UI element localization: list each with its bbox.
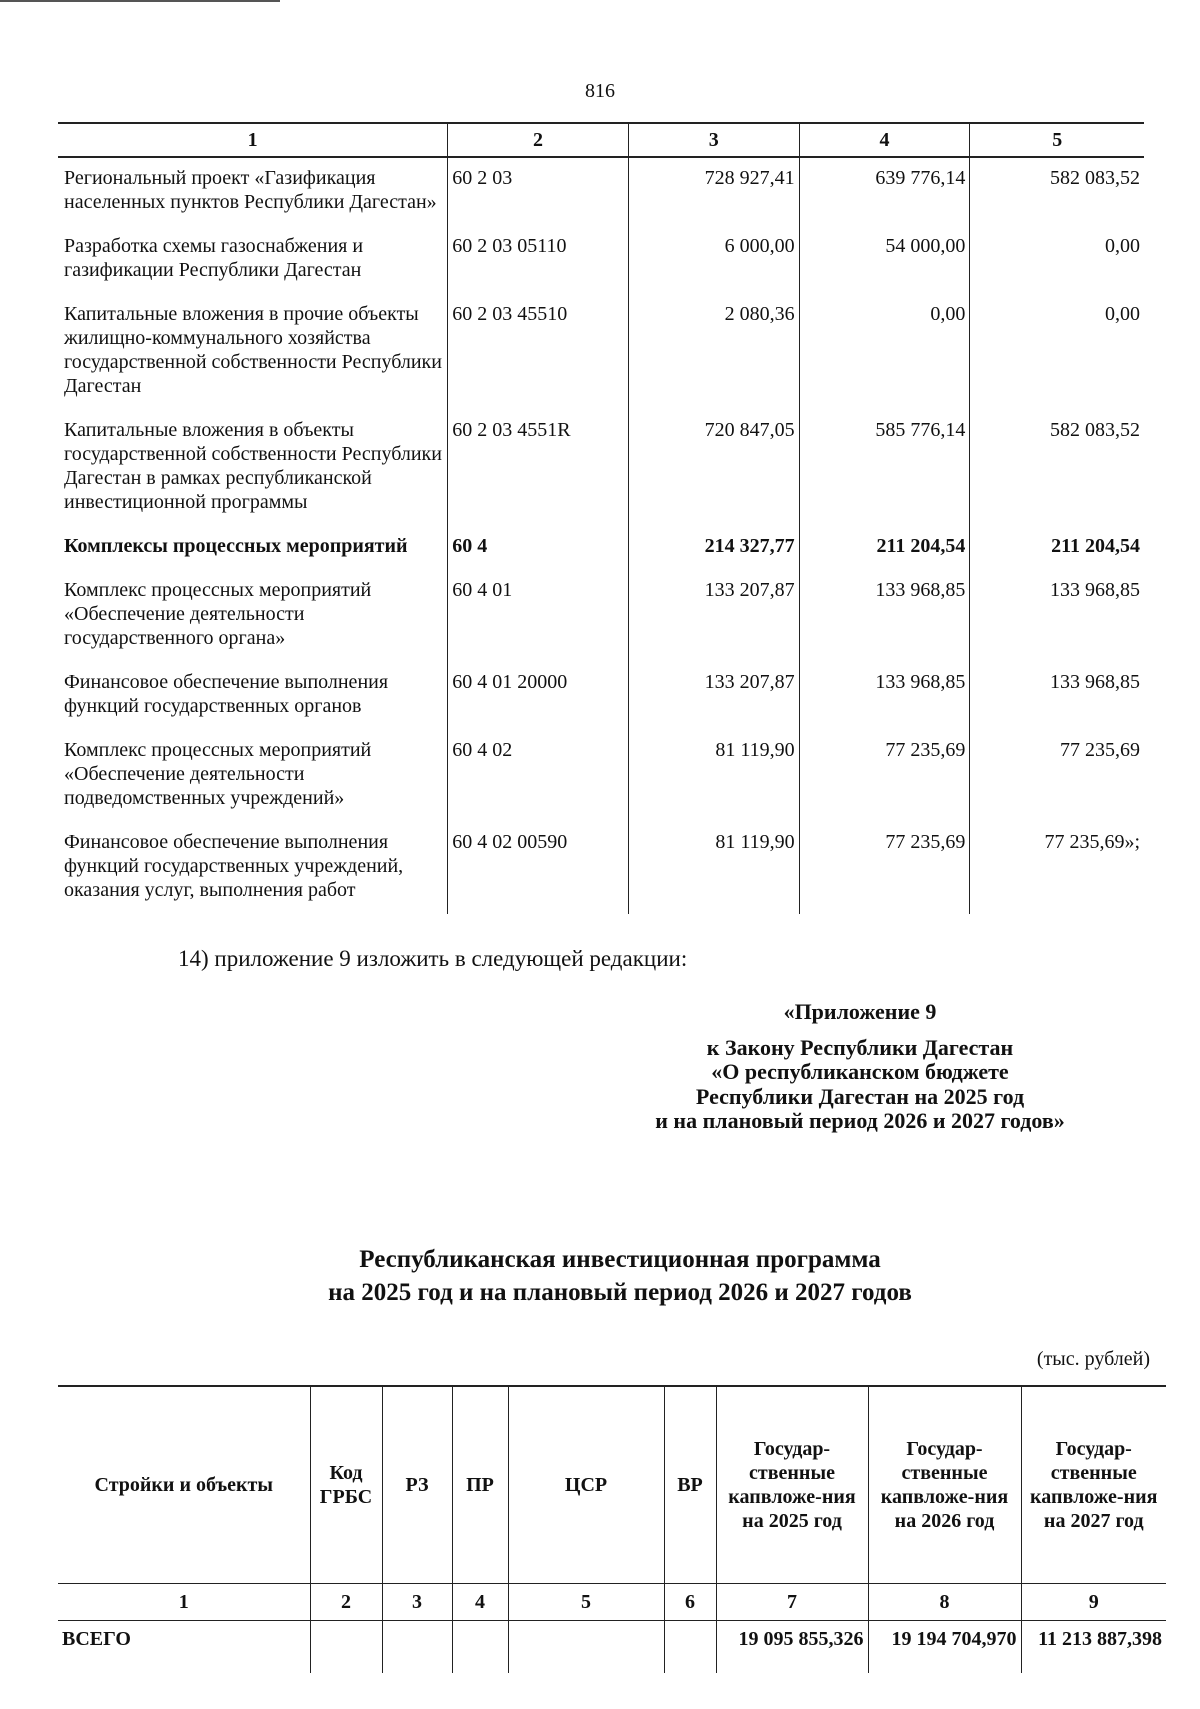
row-name: Разработка схемы газоснабжения и газификации Республики Дагестан: [64, 235, 364, 281]
appendix-line: к Закону Республики Дагестан: [706, 1035, 1014, 1061]
table1-col-4: 4: [799, 123, 970, 157]
col-header-2025: Государ-ственные капвложе-ния на 2025 год: [716, 1386, 868, 1584]
total-label: ВСЕГО: [62, 1628, 131, 1650]
table-row: [58, 570, 1144, 662]
row-value-2026: 77 235,69: [799, 730, 970, 822]
row-code: 60 4 01: [448, 570, 629, 662]
total-grbs: [310, 1621, 382, 1674]
table-row: [58, 662, 1144, 730]
row-code: 60 2 03: [448, 157, 629, 226]
row-value-2027: 582 083,52: [970, 410, 1144, 526]
appendix-line: «О республиканском бюджете: [711, 1059, 1009, 1085]
row-value-2025: 133 207,87: [628, 570, 799, 662]
table2-number-row: [58, 1584, 1166, 1621]
row-code: 60 4 02 00590: [448, 822, 629, 914]
table-row: [58, 822, 1144, 914]
row-value-2025: 720 847,05: [628, 410, 799, 526]
row-value-2025: 214 327,77: [628, 526, 799, 570]
table-row: [58, 294, 1144, 410]
row-value-2025: 81 119,90: [628, 730, 799, 822]
row-value-2026: 77 235,69: [799, 822, 970, 914]
program-title-line2: на 2025 год и на плановый период 2026 и 2027 годов: [328, 1278, 912, 1306]
row-value-2026: 133 968,85: [799, 662, 970, 730]
row-value-2026: 54 000,00: [799, 226, 970, 294]
row-name: Комплекс процессных мероприятий «Обеспечение деятельности подведомственных учреждений»: [64, 739, 372, 809]
table1-col-5: 5: [970, 123, 1144, 157]
row-code: 60 2 03 45510: [448, 294, 629, 410]
appendix-line: и на плановый период 2026 и 2027 годов»: [655, 1107, 1065, 1133]
col-header-objects: Стройки и объекты: [58, 1386, 310, 1584]
total-2027: 11 213 887,398: [1021, 1621, 1166, 1674]
col-number: 6: [664, 1584, 716, 1621]
table-row: [58, 410, 1144, 526]
row-name: Финансовое обеспечение выполнения функций государственных учреждений, оказания услуг, выполнения работ: [64, 831, 404, 901]
table-row: [58, 226, 1144, 294]
row-value-2027: 77 235,69: [970, 730, 1144, 822]
row-code: 60 4 02: [448, 730, 629, 822]
col-header-rz: РЗ: [382, 1386, 452, 1584]
col-header-vr: ВР: [664, 1386, 716, 1584]
col-header-pr: ПР: [452, 1386, 508, 1584]
row-value-2027: 133 968,85: [970, 662, 1144, 730]
col-number: 5: [508, 1584, 664, 1621]
table-row: [58, 157, 1144, 226]
program-title: [0, 1244, 1200, 1309]
row-code: 60 2 03 05110: [448, 226, 629, 294]
row-value-2026: 211 204,54: [799, 526, 970, 570]
row-code: 60 2 03 4551R: [448, 410, 629, 526]
page-number: 816: [585, 80, 615, 102]
total-vr: [664, 1621, 716, 1674]
row-value-2027: 0,00: [970, 294, 1144, 410]
total-row: [58, 1621, 1166, 1674]
row-value-2027: 211 204,54: [970, 526, 1144, 570]
col-number: 1: [58, 1584, 310, 1621]
row-name: Комплекс процессных мероприятий «Обеспечение деятельности государственного органа»: [64, 579, 372, 649]
appendix-header: [620, 1000, 1100, 1133]
table-row: [58, 730, 1144, 822]
row-name: Финансовое обеспечение выполнения функций государственных органов: [64, 671, 389, 717]
col-number: 7: [716, 1584, 868, 1621]
col-number: 8: [868, 1584, 1021, 1621]
top-rule: [0, 0, 280, 2]
row-value-2025: 6 000,00: [628, 226, 799, 294]
col-header-2026: Государ-ственные капвложе-ния на 2026 год: [868, 1386, 1021, 1584]
row-name: Комплексы процессных мероприятий: [64, 535, 408, 557]
col-header-csr: ЦСР: [508, 1386, 664, 1584]
unit-label: (тыс. рублей): [1036, 1348, 1150, 1370]
appendix-line: Республики Дагестан на 2025 год: [695, 1083, 1025, 1109]
row-value-2027: 77 235,69»;: [970, 822, 1144, 914]
row-value-2025: 133 207,87: [628, 662, 799, 730]
table1-col-1: 1: [58, 123, 448, 157]
table1-col-2: 2: [448, 123, 629, 157]
row-value-2026: 133 968,85: [799, 570, 970, 662]
row-value-2025: 728 927,41: [628, 157, 799, 226]
col-header-grbs: Код ГРБС: [310, 1386, 382, 1584]
row-value-2026: 585 776,14: [799, 410, 970, 526]
row-name: Капитальные вложения в прочие объекты жилищно-коммунального хозяйства государственной собственности Республики Дагестан: [64, 303, 442, 397]
table2-header-row: [58, 1386, 1166, 1584]
row-name: Капитальные вложения в объекты государственной собственности Республики Дагестан в рамках республиканской инвестиционной программы: [64, 419, 442, 513]
budget-table-continued: [58, 122, 1144, 914]
investment-program-table: [58, 1385, 1166, 1673]
row-value-2025: 81 119,90: [628, 822, 799, 914]
row-value-2027: 0,00: [970, 226, 1144, 294]
row-name: Региональный проект «Газификация населенных пунктов Республики Дагестан»: [64, 167, 437, 213]
row-value-2026: 639 776,14: [799, 157, 970, 226]
col-number: 4: [452, 1584, 508, 1621]
col-number: 3: [382, 1584, 452, 1621]
appendix-title: «Приложение 9: [783, 999, 937, 1024]
amendment-instruction: 14) приложение 9 изложить в следующей редакции:: [178, 946, 688, 971]
row-value-2027: 582 083,52: [970, 157, 1144, 226]
row-code: 60 4: [448, 526, 629, 570]
col-number: 2: [310, 1584, 382, 1621]
total-2026: 19 194 704,970: [868, 1621, 1021, 1674]
total-csr: [508, 1621, 664, 1674]
total-rz: [382, 1621, 452, 1674]
table-row-subtotal: [58, 526, 1144, 570]
row-value-2025: 2 080,36: [628, 294, 799, 410]
program-title-line1: Республиканская инвестиционная программа: [359, 1246, 881, 1273]
row-value-2027: 133 968,85: [970, 570, 1144, 662]
total-2025: 19 095 855,326: [716, 1621, 868, 1674]
col-header-2027: Государ-ственные капвложе-ния на 2027 год: [1021, 1386, 1166, 1584]
col-number: 9: [1021, 1584, 1166, 1621]
total-pr: [452, 1621, 508, 1674]
row-value-2026: 0,00: [799, 294, 970, 410]
table1-col-3: 3: [628, 123, 799, 157]
row-code: 60 4 01 20000: [448, 662, 629, 730]
table1-header-row: [58, 123, 1144, 157]
